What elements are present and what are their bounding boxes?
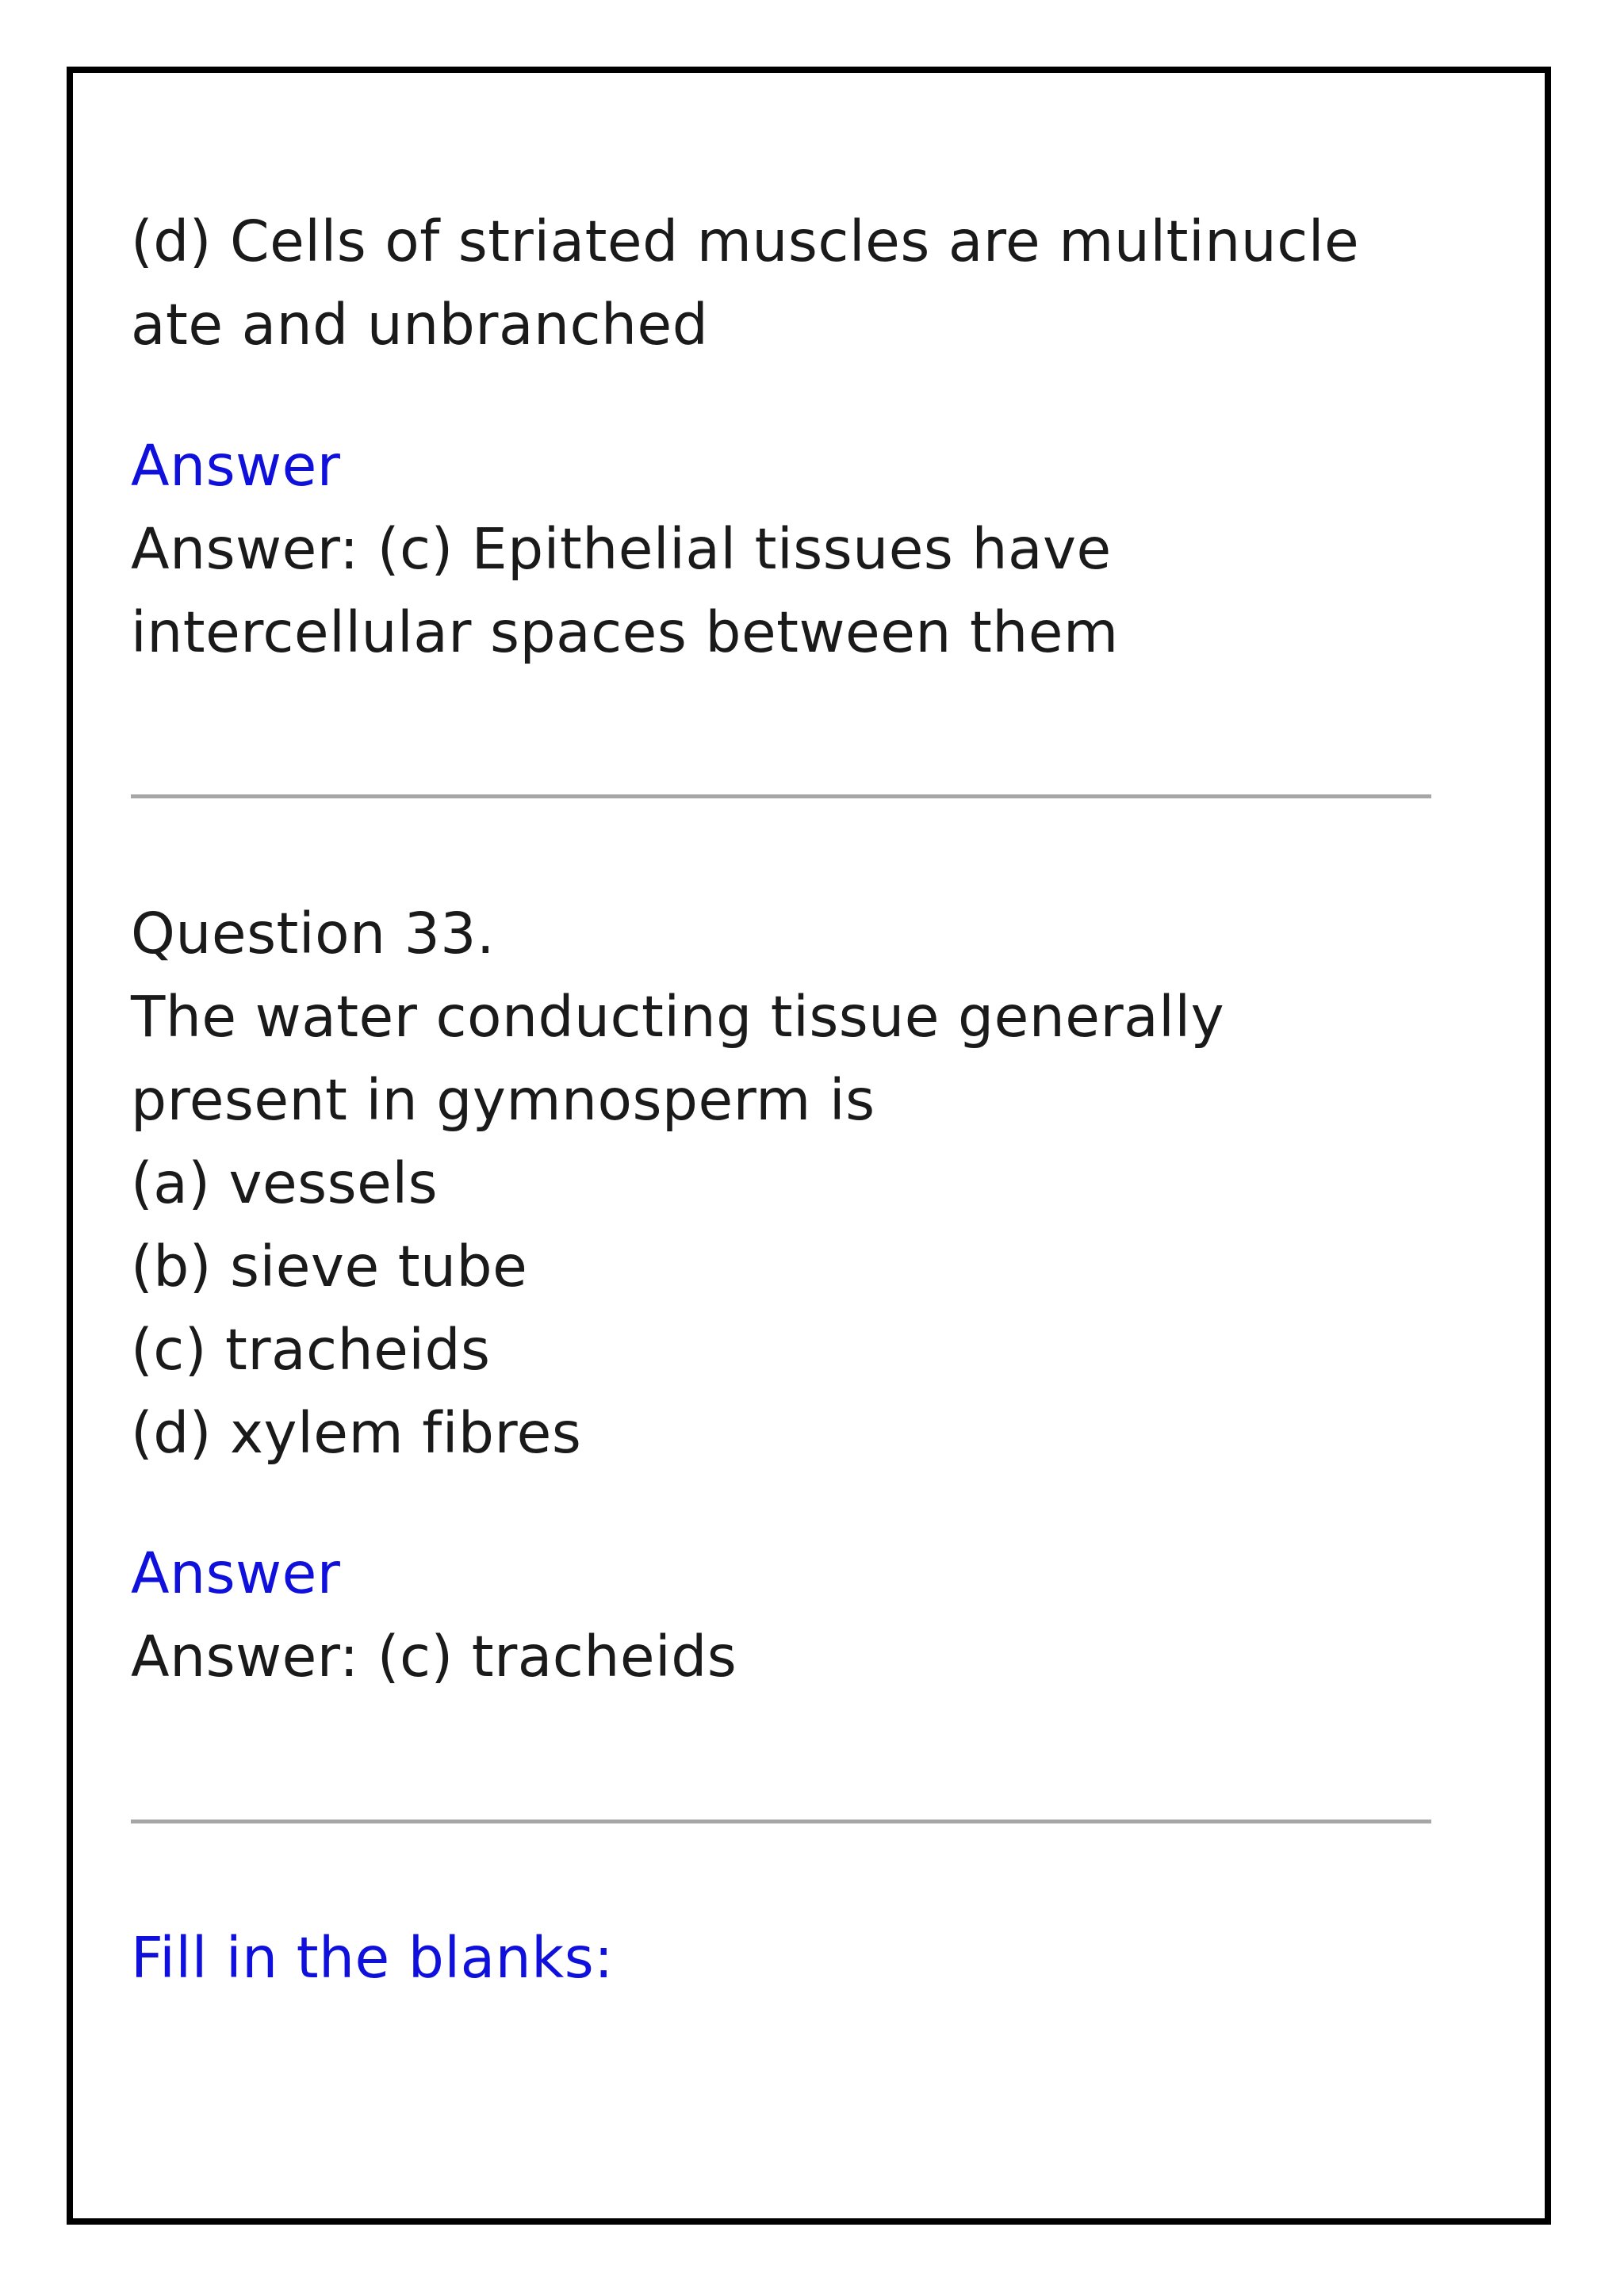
section-heading: Fill in the blanks: [131, 1925, 614, 1991]
answer-32-line2: intercellular spaces between them [131, 599, 1119, 665]
divider [131, 794, 1431, 798]
answer-32-line1: Answer: (c) Epithelial tissues have [131, 516, 1112, 582]
question-33-number: Question 33. [131, 901, 496, 966]
option-d: (d) xylem fibres [131, 1400, 582, 1466]
question-33-stem-line2: present in gymnosperm is [131, 1067, 875, 1133]
option-b: (b) sieve tube [131, 1234, 528, 1299]
question-33-stem-line1: The water conducting tissue generally [131, 984, 1225, 1050]
answer-toggle-32[interactable]: Answer [131, 433, 341, 499]
option-a: (a) vessels [131, 1150, 439, 1216]
divider [131, 1820, 1431, 1823]
option-d-line1: (d) Cells of striated muscles are multinucle [131, 209, 1360, 274]
answer-33-line1: Answer: (c) tracheids [131, 1624, 737, 1689]
answer-toggle-33[interactable]: Answer [131, 1540, 341, 1606]
option-d-line2: ate and unbranched [131, 292, 709, 358]
option-c: (c) tracheids [131, 1317, 491, 1383]
